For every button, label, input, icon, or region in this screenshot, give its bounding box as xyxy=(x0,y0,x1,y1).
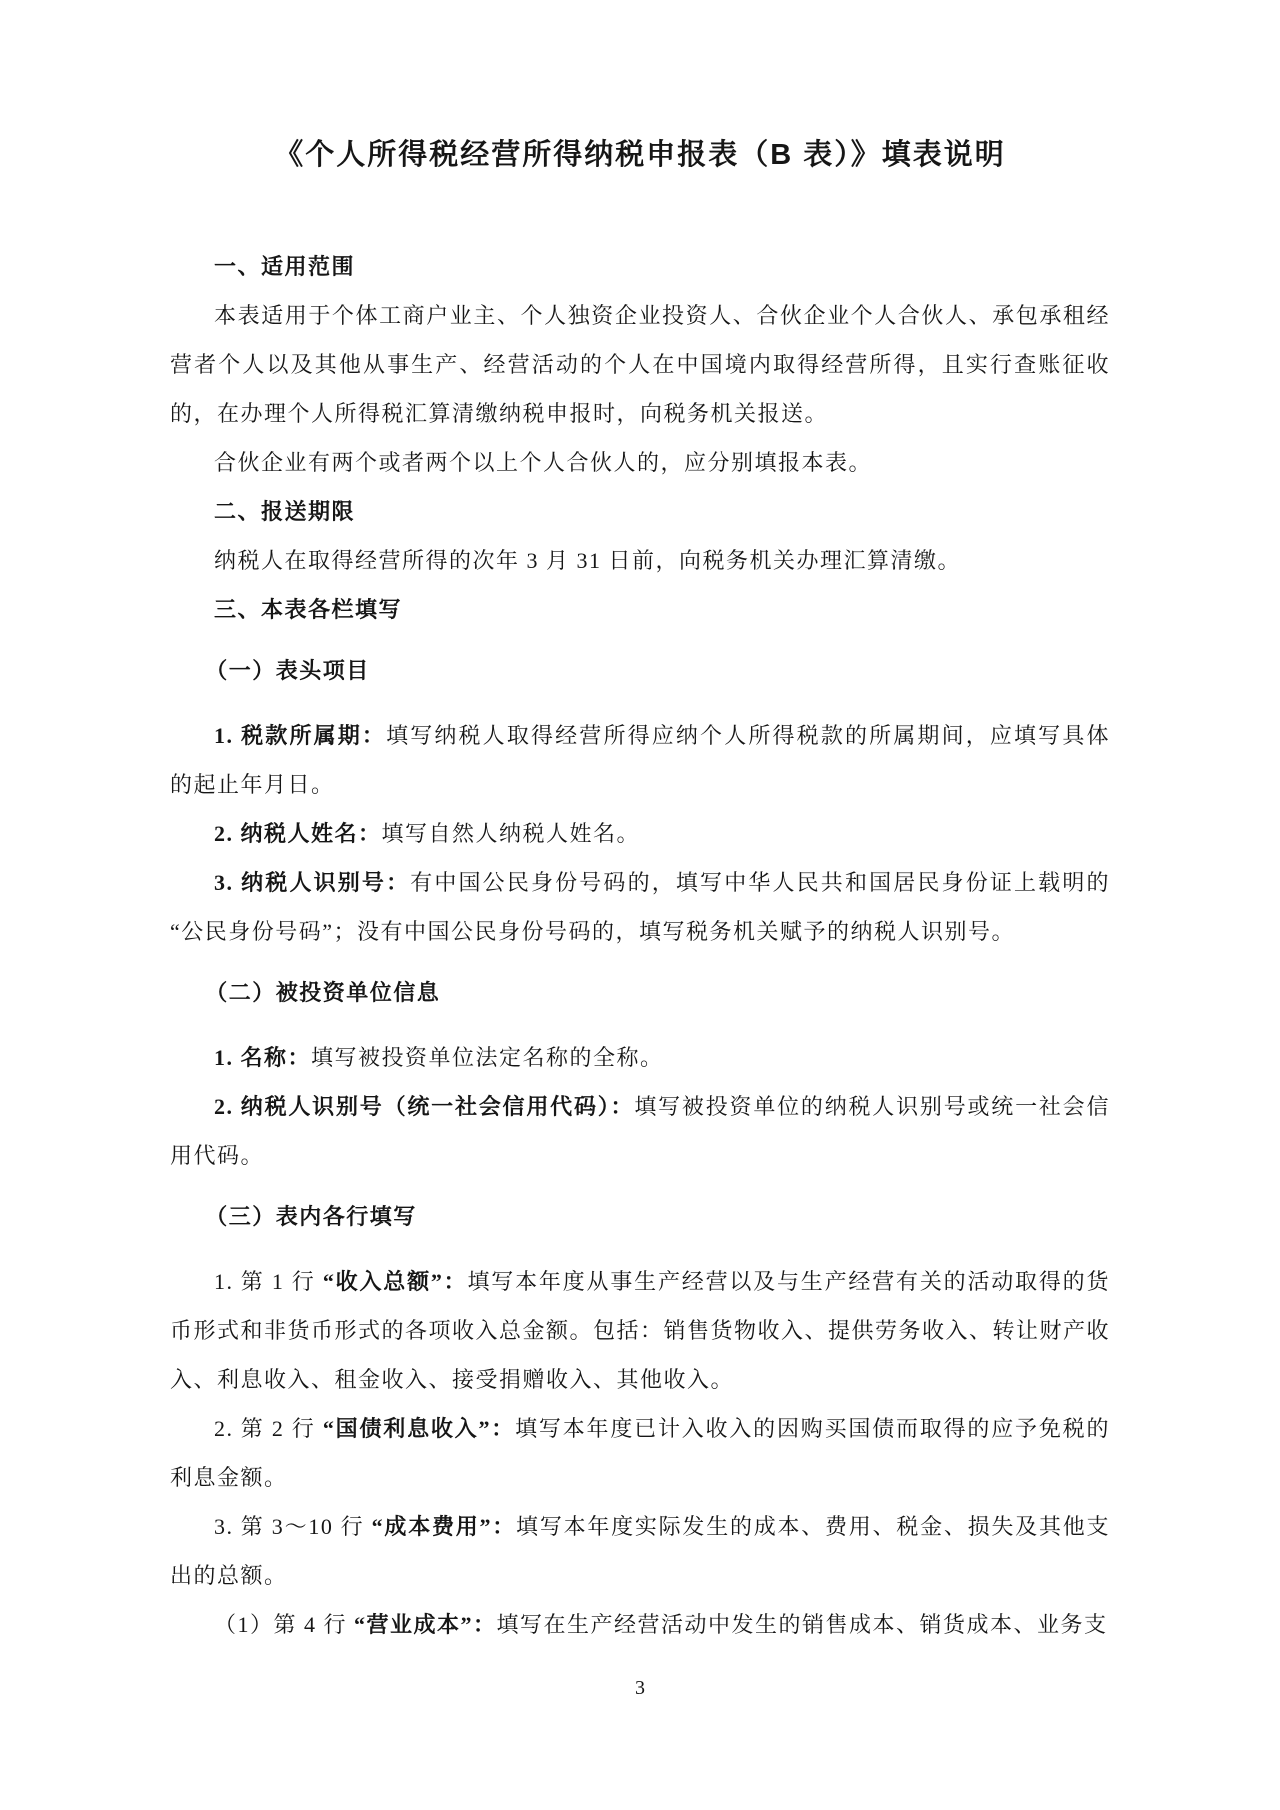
subsection-heading-invested-unit: （二）被投资单位信息 xyxy=(205,980,441,1005)
item-label: 1. 名称： xyxy=(214,1045,312,1070)
page-number: 3 xyxy=(635,1677,645,1699)
item-text: 填写本年度已计入收入的因购买国债而取得的应予免税的利息金额。 xyxy=(170,1416,1110,1490)
item-prefix: 1. 第 1 行 xyxy=(214,1269,323,1294)
item-label: “收入总额”： xyxy=(322,1269,468,1294)
item-text: 有中国公民身份号码的，填写中华人民共和国居民身份证上载明的“公民身份号码”；没有中国公民身份号码的，填写税务机关赋予的纳税人识别号。 xyxy=(170,870,1110,944)
document-title: 《个人所得税经营所得纳税申报表（B 表）》填表说明 xyxy=(274,139,1006,171)
item-prefix: 2. 第 2 行 xyxy=(214,1416,323,1441)
paragraph-scope-2: 合伙企业有两个或者两个以上个人合伙人的，应分别填报本表。 xyxy=(214,450,873,475)
paragraph-row1-income xyxy=(170,1257,1110,1404)
paragraph-unit-name xyxy=(170,1033,1110,1082)
paragraph-rows3-10-costs xyxy=(170,1502,1110,1600)
paragraph-taxpayer-id xyxy=(170,858,1110,956)
item-text: 填写在生产经营活动中发生的销售成本、销货成本、业务支 xyxy=(496,1612,1108,1637)
item-label: “成本费用”： xyxy=(371,1514,517,1539)
item-label: 3. 纳税人识别号： xyxy=(214,870,411,895)
item-text: 填写被投资单位法定名称的全称。 xyxy=(311,1045,664,1070)
item-prefix: 3. 第 3～10 行 xyxy=(214,1514,372,1539)
item-label: “营业成本”： xyxy=(354,1612,497,1637)
section-heading-deadline: 二、报送期限 xyxy=(214,499,356,524)
item-text: 填写纳税人取得经营所得应纳个人所得税款的所属期间，应填写具体的起止年月日。 xyxy=(170,723,1110,797)
paragraph-scope-1: 本表适用于个体工商户业主、个人独资企业投资人、合伙企业个人合伙人、承包承租经营者个人以及其他从事生产、经营活动的个人在中国境内取得经营所得，且实行查账征收的，在办理个人所得税汇算清缴纳税申报时，向税务机关报送。 xyxy=(170,303,1110,426)
paragraph-row2-bond-interest xyxy=(170,1404,1110,1502)
paragraph-deadline: 纳税人在取得经营所得的次年 3 月 31 日前，向税务机关办理汇算清缴。 xyxy=(214,548,962,573)
item-label: “国债利息收入”： xyxy=(322,1416,516,1441)
item-text: 填写被投资单位的纳税人识别号或统一社会信用代码。 xyxy=(170,1094,1110,1168)
item-text: 填写本年度实际发生的成本、费用、税金、损失及其他支出的总额。 xyxy=(170,1514,1110,1588)
item-label: 1. 税款所属期： xyxy=(214,723,387,748)
paragraph-unit-id xyxy=(170,1082,1110,1180)
item-label: 2. 纳税人识别号（统一社会信用代码）： xyxy=(214,1094,635,1119)
section-heading-scope: 一、适用范围 xyxy=(214,254,356,279)
paragraph-row4-operating-cost xyxy=(170,1600,1110,1649)
paragraph-taxpayer-name xyxy=(170,809,1110,858)
subsection-heading-rows: （三）表内各行填写 xyxy=(205,1204,417,1229)
item-prefix: （1）第 4 行 xyxy=(214,1612,355,1637)
item-text: 填写自然人纳税人姓名。 xyxy=(381,821,641,846)
paragraph-tax-period xyxy=(170,711,1110,809)
section-heading-columns: 三、本表各栏填写 xyxy=(214,597,403,622)
item-text: 填写本年度从事生产经营以及与生产经营有关的活动取得的货币形式和非货币形式的各项收入总金额。包括：销售货物收入、提供劳务收入、转让财产收入、利息收入、租金收入、接受捐赠收入、其他收入。 xyxy=(170,1269,1111,1392)
item-label: 2. 纳税人姓名： xyxy=(214,821,382,846)
subsection-heading-form-header: （一）表头项目 xyxy=(205,658,370,683)
